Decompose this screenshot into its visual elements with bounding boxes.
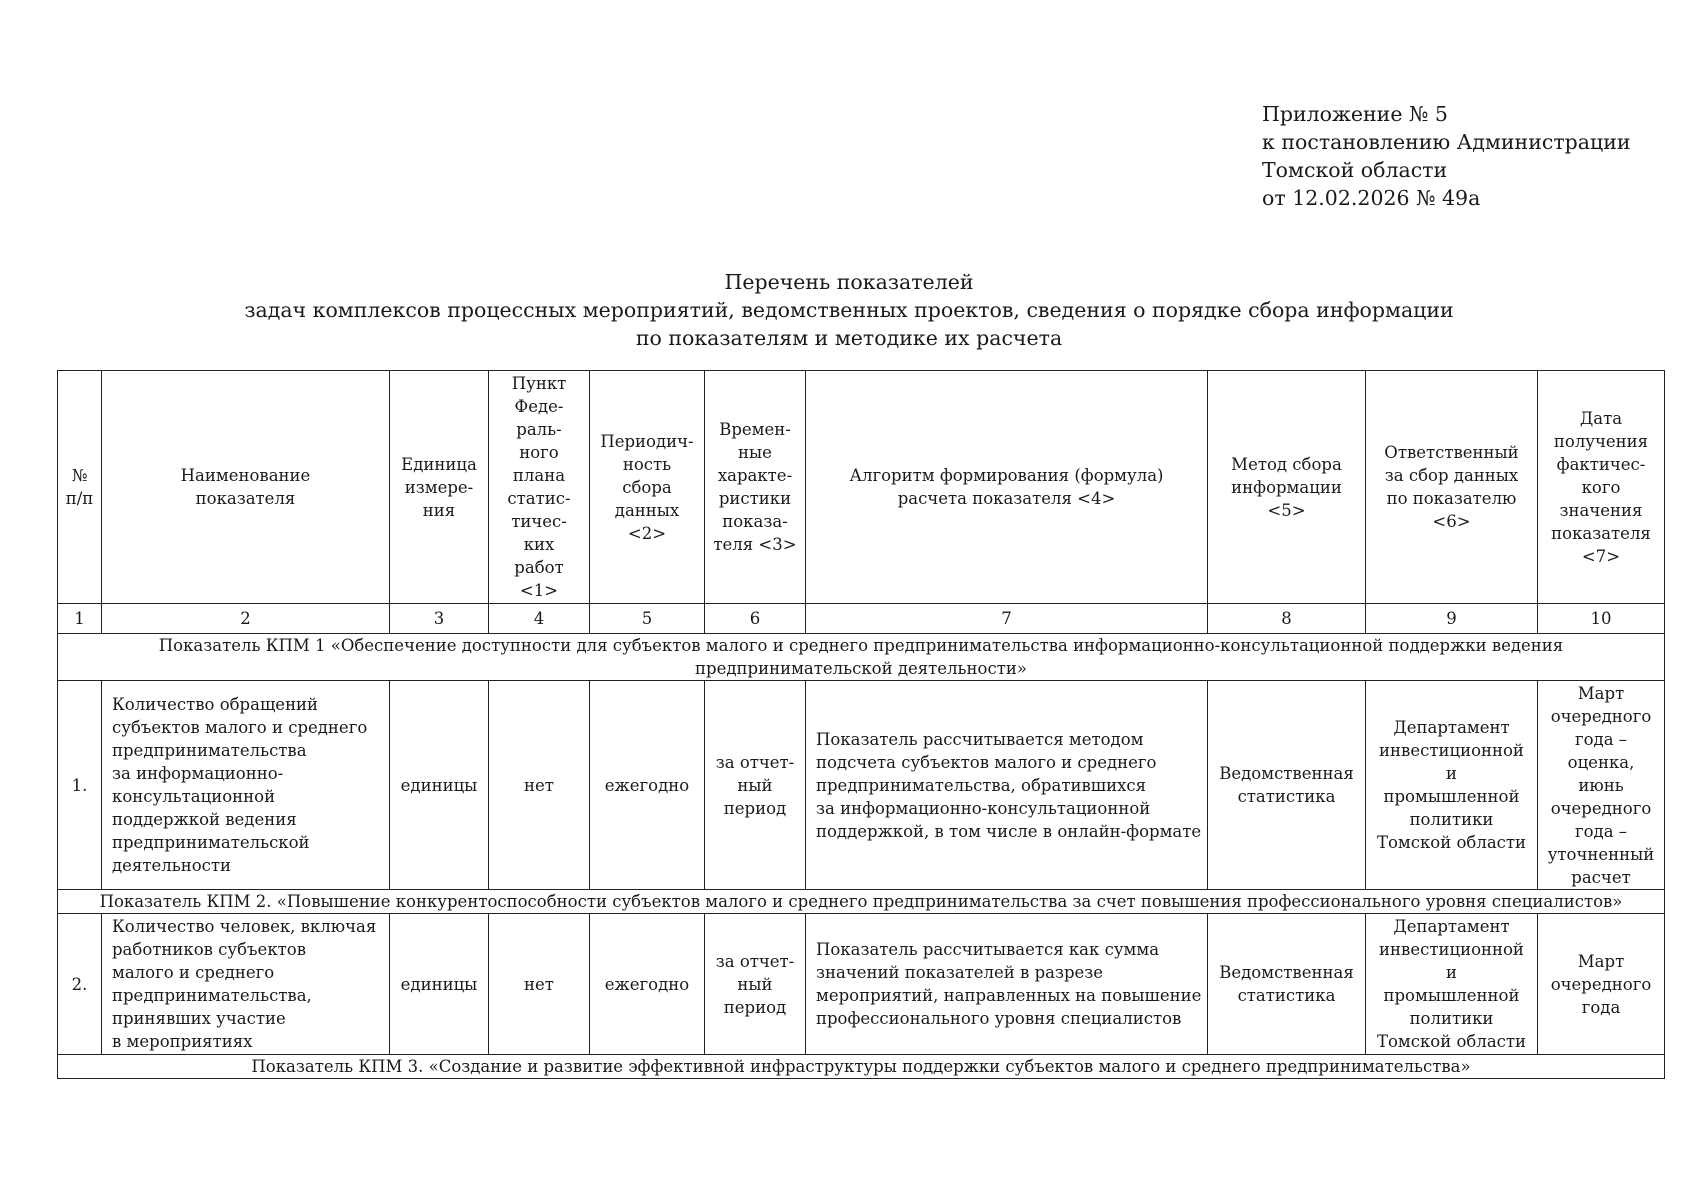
cell-line: значений показателей в разрезе [816,963,1104,982]
cell-line: за информационно- [112,764,284,783]
column-number: 1 [58,604,102,634]
appendix-block [1262,100,1631,212]
cell-line: промышленной [1383,787,1520,806]
cell-line: подсчета субъектов малого и среднего [816,752,1157,772]
cell-line: Единица [401,454,477,474]
cell-line: сбора [622,477,672,497]
cell-line: Март [1577,683,1625,703]
cell-line: Пункт [511,374,567,393]
cell-line: показателя [195,489,296,508]
section-title: Показатель КПМ 3. «Создание и развитие эффективной инфраструктуры поддержки субъектов малого и среднего предпринимательства» [58,1055,1665,1079]
cell-line: деятельности [112,856,231,875]
table-cell [1538,681,1665,890]
cell-line: субъектов малого и среднего [112,718,368,737]
cell-line: промышленной [1383,986,1520,1005]
header-cell [1366,371,1538,604]
appendix-line: к постановлению Администрации [1262,130,1631,154]
cell-line: расчет [1571,867,1631,887]
header-cell [489,371,590,604]
column-number: 7 [806,604,1208,634]
cell-line: поддержкой ведения [112,810,297,829]
cell-line: консультационной [112,787,276,806]
cell-line: нет [524,775,554,795]
cell-line: 1. [71,775,88,795]
cell-line: тичес- [511,512,567,531]
section-row [58,634,1665,681]
cell-line: Дата [1579,408,1623,428]
cell-line: очередного [1550,798,1652,818]
cell-line: инвестиционной [1379,940,1524,959]
cell-line: Периодич- [600,431,694,451]
cell-line: Департамент [1393,917,1510,936]
cell-line: за отчет- [715,752,795,772]
cell-line: Ответственный [1384,443,1519,462]
cell-line: работников субъектов [112,940,306,959]
header-row [58,371,1665,604]
table-cell [806,681,1208,890]
header-cell [590,371,705,604]
cell-line: оценка, [1567,752,1635,772]
cell-line: 2. [71,974,88,994]
cell-line: уточненный [1547,844,1655,864]
cell-line: расчета показателя <4> [897,489,1116,508]
cell-line: поддержкой, в том числе в онлайн-формате [816,821,1202,841]
cell-line: единицы [400,775,478,795]
cell-line: Феде- [514,397,564,416]
table-cell [102,681,390,890]
cell-line: теля <3> [713,535,797,554]
cell-line: нет [524,974,554,994]
cell-line: данных [614,500,680,520]
cell-line: п/п [65,489,94,508]
column-number: 6 [705,604,806,634]
cell-line: очередного [1550,974,1652,994]
section-row [58,890,1665,914]
table-row [58,681,1665,890]
table-cell [1366,681,1538,890]
table-cell [102,914,390,1055]
column-number: 9 [1366,604,1538,634]
cell-line: статистика [1237,986,1336,1005]
cell-line: и [1446,764,1457,783]
cell-line: № [71,466,88,485]
cell-line: профессионального уровня специалистов [816,1009,1182,1028]
table-cell [806,914,1208,1055]
cell-line: кого [1581,477,1621,497]
header-cell [58,371,102,604]
cell-line: ность [622,454,672,474]
cell-line: предпринимательства, [112,986,312,1005]
cell-line: Департамент [1393,718,1510,737]
header-cell [102,371,390,604]
column-number-row [58,604,1665,634]
column-number: 3 [390,604,489,634]
cell-line: Март [1577,951,1625,971]
cell-line: ежегодно [604,974,690,994]
document-title [0,268,1698,352]
table-cell [489,914,590,1055]
cell-line: ный [737,974,773,994]
cell-line: <6> [1432,512,1471,531]
cell-line: предпринимательской [112,833,310,852]
appendix-line: от 12.02.2026 № 49а [1262,186,1481,210]
cell-line: принявших участие [112,1009,286,1028]
cell-line: года – [1574,729,1628,749]
table-cell [590,914,705,1055]
cell-line: Томской области [1376,833,1527,852]
cell-line: по показателю [1386,489,1517,508]
appendix-line: Приложение № 5 [1262,102,1448,126]
cell-line: Томской области [1376,1032,1527,1051]
header-cell [1208,371,1366,604]
cell-line: Показатель рассчитывается как сумма [816,940,1160,959]
table-cell [1538,914,1665,1055]
cell-line: измере- [404,477,474,497]
column-number: 8 [1208,604,1366,634]
cell-line: инвестиционной [1379,741,1524,760]
appendix-line: Томской области [1262,158,1448,182]
cell-line: получения [1553,431,1649,451]
table-cell [489,681,590,890]
title-line: задач комплексов процессных мероприятий, ведомственных проектов, сведения о порядке сбора информации [244,298,1454,322]
column-number: 10 [1538,604,1665,634]
table-cell [1366,914,1538,1055]
header-cell [705,371,806,604]
cell-line: за сбор данных [1384,466,1519,485]
cell-line: раль- [516,420,562,439]
header-cell [1538,371,1665,604]
table-cell [705,681,806,890]
title-line: по показателям и методике их расчета [635,326,1063,350]
header-cell [390,371,489,604]
cell-line: показа- [722,512,788,531]
table-row [58,914,1665,1055]
cell-line: плана [512,466,566,485]
table-cell [590,681,705,890]
header-cell [806,371,1208,604]
cell-line: <1> [519,581,559,600]
cell-line: Ведомственная [1219,764,1354,783]
table-cell [58,914,102,1055]
column-number: 5 [590,604,705,634]
cell-line: Ведомственная [1219,963,1354,982]
cell-line: показателя [1551,523,1651,543]
cell-line: политики [1409,810,1494,829]
cell-line: года [1581,997,1621,1017]
cell-line: в мероприятиях [112,1032,253,1051]
cell-line: <2> [627,523,667,543]
cell-line: Наименование [180,466,311,485]
cell-line: период [723,798,787,818]
cell-line: очередного [1550,706,1652,726]
table-cell [390,914,489,1055]
cell-line: политики [1409,1009,1494,1028]
cell-line: Показатель рассчитывается методом [816,729,1144,749]
cell-line: статистика [1237,787,1336,806]
column-number: 4 [489,604,590,634]
section-title: Показатель КПМ 1 «Обеспечение доступности для субъектов малого и среднего предпринимательства информационно-консультационной поддержки ведения предпринимательской деятельности» [58,634,1665,681]
cell-line: ежегодно [604,775,690,795]
cell-line: Количество человек, включая [112,917,377,936]
cell-line: работ [514,558,564,577]
cell-line: значения [1559,500,1643,520]
cell-line: характе- [717,466,793,485]
cell-line: ного [519,443,559,462]
cell-line: <5> [1267,500,1306,520]
cell-line: июнь [1578,775,1624,795]
cell-line: ристики [718,489,792,508]
section-row [58,1055,1665,1079]
cell-line: <7> [1581,546,1621,566]
cell-line: и [1446,963,1457,982]
cell-line: статис- [507,489,571,508]
cell-line: период [723,997,787,1017]
cell-line: года – [1574,821,1628,841]
title-line: Перечень показателей [724,270,974,294]
cell-line: ния [422,500,456,520]
cell-line: за отчет- [715,951,795,971]
cell-line: мероприятий, направленных на повышение [816,986,1202,1005]
cell-line: ких [523,535,555,554]
cell-line: предпринимательства, обратившихся [816,775,1147,795]
indicators-table [57,370,1665,1079]
column-number: 2 [102,604,390,634]
table-cell [705,914,806,1055]
table-cell [1208,914,1366,1055]
cell-line: малого и среднего [112,963,275,982]
cell-line: единицы [400,974,478,994]
cell-line: ные [738,443,772,462]
cell-line: ный [737,775,773,795]
table-cell [1208,681,1366,890]
cell-line: Времен- [719,420,791,439]
cell-line: фактичес- [1556,454,1646,474]
cell-line: Метод сбора [1231,454,1342,474]
table-cell [390,681,489,890]
cell-line: Количество обращений [112,695,319,714]
cell-line: Алгоритм формирования (формула) [849,466,1164,485]
section-title: Показатель КПМ 2. «Повышение конкурентоспособности субъектов малого и среднего предпринимательства за счет повышения профессионального уровня специалистов» [58,890,1665,914]
cell-line: информации [1231,477,1342,497]
cell-line: предпринимательства [112,741,307,760]
cell-line: за информационно-консультационной [816,798,1151,818]
table-cell [58,681,102,890]
